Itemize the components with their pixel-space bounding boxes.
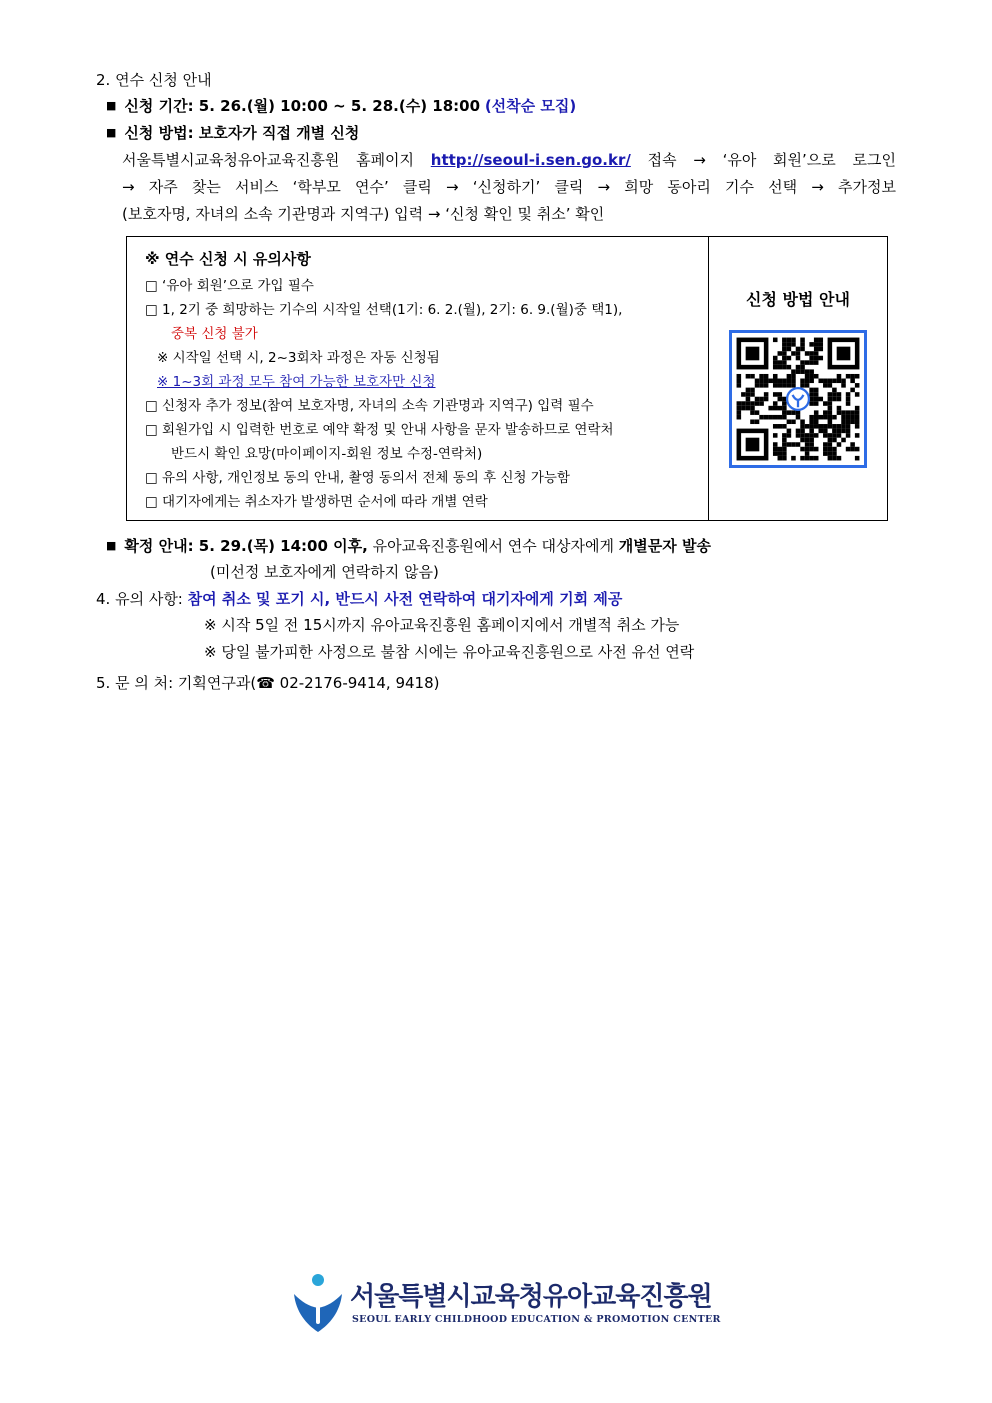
section2-heading: 2. 연수 신청 안내 [96, 71, 212, 89]
period-label: 신청 기간: 5. 26.(월) 10:00 ~ 5. 28.(수) 18:00 [124, 97, 481, 115]
section4-note-1: ※ 시작 5일 전 15시까지 유아교육진흥원 홈페이지에서 개별적 취소 가능 [204, 616, 680, 634]
method-line-1 [122, 150, 896, 170]
notice-box [126, 236, 888, 521]
notice-item: □ 1, 2기 중 희망하는 기수의 시작일 선택(1기: 6. 2.(월), 2기: 6. 9.(월)중 택1), [145, 302, 623, 318]
qr-title: 신청 방법 안내 [746, 290, 850, 309]
notice-title: ※ 연수 신청 시 유의사항 [145, 250, 311, 268]
method-line-3: (보호자명, 자녀의 소속 기관명과 지역구) 입력 → ‘신청 확인 및 취소’ 확인 [122, 205, 605, 223]
seoul-education-logo-icon [288, 1272, 348, 1338]
footer-logo [288, 1270, 721, 1340]
confirm-row [106, 536, 711, 558]
section5-row [96, 673, 440, 693]
footer-org-name: 서울특별시교육청유아교육진흥원 [350, 1282, 712, 1312]
notice-subnote-highlight: ※ 1~3회 과정 모두 참여 가능한 보호자만 신청 [157, 374, 436, 390]
qr-code[interactable] [729, 330, 867, 468]
section5-heading: 5. 문 의 처: [96, 674, 174, 692]
section4-note-2: ※ 당일 불가피한 사정으로 불참 시에는 유아교육진흥원으로 사전 유선 연락 [204, 643, 695, 661]
notice-item: □ ‘유아 회원’으로 가입 필수 [145, 278, 314, 294]
square-bullet-icon: ■ [106, 126, 117, 139]
method-line1-pre: 서울특별시교육청유아교육진흥원 홈페이지 [122, 151, 415, 169]
method-line-2: → 자주 찾는 서비스 ‘학부모 연수’ 클릭 → ‘신청하기’ 클릭 → 희망 동아리 기수 선택 → 추가정보 [122, 178, 896, 196]
qr-code-icon [732, 333, 864, 465]
confirm-label: 확정 안내: 5. 29.(목) 14:00 이후, [124, 537, 368, 555]
method-row [106, 123, 359, 145]
footer-org-name-en: SEOUL EARLY CHILDHOOD EDUCATION & PROMOTION CENTER [352, 1314, 721, 1325]
method-label: 신청 방법: 보호자가 직접 개별 신청 [124, 124, 360, 142]
square-bullet-icon: ■ [106, 99, 117, 112]
period-row [106, 96, 576, 118]
notice-item: □ 회원가입 시 입력한 번호로 예약 확정 및 안내 사항을 문자 발송하므로 연락처 [145, 422, 614, 438]
notice-item-continued: 반드시 확인 요망(마이페이지-회원 정보 수정-연락처) [171, 446, 483, 462]
homepage-link[interactable]: http://seoul-i.sen.go.kr/ [430, 151, 631, 169]
confirm-note: (미선정 보호자에게 연락하지 않음) [210, 563, 439, 581]
notice-item: □ 유의 사항, 개인정보 동의 안내, 촬영 동의서 전체 동의 후 신청 가능함 [145, 470, 570, 486]
method-line1-post: 접속 → ‘유아 회원’으로 로그인 [647, 151, 896, 169]
notice-item: □ 대기자에게는 취소자가 발생하면 순서에 따라 개별 연락 [145, 494, 488, 510]
notice-item: □ 신청자 추가 정보(참여 보호자명, 자녀의 소속 기관명과 지역구) 입력 필수 [145, 398, 594, 414]
contact-info: 기획연구과(☎ 02-2176-9414, 9418) [177, 674, 440, 692]
notice-subnote: ※ 시작일 선택 시, 2~3회차 과정은 자동 신청됨 [157, 350, 440, 366]
confirm-bold-end: 개별문자 발송 [618, 537, 711, 555]
notice-item-warning: 중복 신청 불가 [171, 326, 258, 342]
confirm-middle: 유아교육진흥원에서 연수 대상자에게 [372, 537, 614, 555]
square-bullet-icon: ■ [106, 539, 117, 552]
period-note: (선착순 모집) [484, 97, 577, 115]
section4-row [96, 589, 622, 609]
section4-highlight: 참여 취소 및 포기 시, 반드시 사전 연락하여 대기자에게 기회 제공 [187, 590, 623, 608]
section4-heading: 4. 유의 사항: [96, 590, 183, 608]
notice-divider [708, 237, 709, 520]
